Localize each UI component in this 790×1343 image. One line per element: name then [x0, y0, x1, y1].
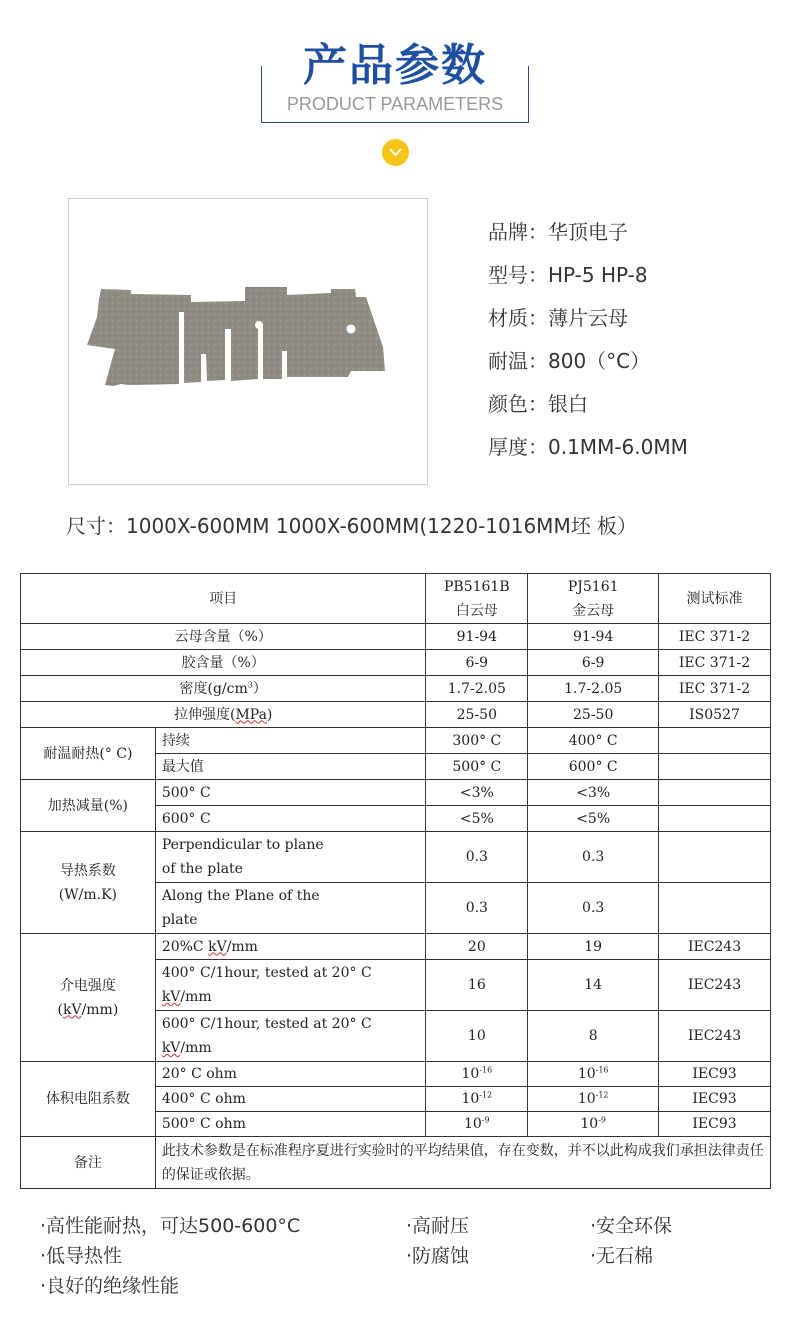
table-row: 最大值 500° C 600° C: [21, 754, 771, 780]
table-row: 400° C/1hour, tested at 20° C kV/mm 16 14 IEC243: [21, 960, 771, 1011]
parameters-table: [20, 573, 771, 1189]
spec-material: 材质：薄片云母: [488, 306, 628, 330]
chevron-down-icon: [389, 148, 402, 157]
spec-list: [488, 216, 688, 474]
table-header-row: [21, 574, 771, 624]
table-row: 600° C/1hour, tested at 20° C kV/mm 10 8 IEC243: [21, 1011, 771, 1062]
table-row: 500° C ohm $10^{-9}$ $10^{-9}$ IEC93: [21, 1112, 771, 1137]
table-row: 耐温耐热(° C) 持续 300° C 400° C: [21, 728, 771, 754]
table-row: 体积电阻系数 20° C ohm $10^{-16}$ $10^{-16}$ IEC93: [21, 1062, 771, 1087]
table-remark-row: 备注 此技术参数是在标准程序夏进行实验时的平均结果值，存在变数，并不以此构成我们承担法律责任的保证或依据。: [21, 1137, 771, 1189]
table-row: 导热系数 (W/m.K) Perpendicular to plane of the plate 0.3 0.3: [21, 832, 771, 883]
header-standard: 测试标准: [659, 574, 771, 624]
page-title: 产品参数: [303, 40, 487, 91]
spec-size: 尺寸：1000X-600MM 1000X-600MM(1220-1016MM坯 板）: [66, 514, 638, 538]
feature-item: ·安全环保: [590, 1215, 673, 1237]
header-col1: PB5161B 白云母: [426, 574, 528, 624]
table-row: 加热减量(%) 500° C <3% <3%: [21, 780, 771, 806]
table-row: 胶含量（%） 6-9 6-9 IEC 371-2: [21, 650, 771, 676]
feature-item: ·良好的绝缘性能: [40, 1275, 180, 1297]
spec-thickness: 厚度：0.1MM-6.0MM: [488, 435, 688, 459]
table-row: Along the Plane of the plate 0.3 0.3: [21, 883, 771, 934]
header-item: 项目: [21, 574, 426, 624]
feature-item: ·高性能耐热，可达500-600°C: [40, 1215, 301, 1237]
header-col2: PJ5161 金云母: [528, 574, 659, 624]
feature-item: ·无石棉: [590, 1245, 654, 1267]
scroll-down-badge: [382, 139, 409, 166]
table-row: 介电强度 (kV/mm) 20%C kV/mm 20 19 IEC243: [21, 934, 771, 960]
table-row: 密度$(g/cm^3)$ 1.7-2.05 1.7-2.05 IEC 371-2: [21, 676, 771, 702]
table-row: 拉伸强度(MPa) 25-50 25-50 IS0527: [21, 702, 771, 728]
spec-brand: 品牌：华顶电子: [488, 220, 628, 244]
spec-color: 颜色：银白: [488, 392, 588, 416]
page-subtitle: PRODUCT PARAMETERS: [286, 94, 504, 114]
spec-model: 型号：HP-5 HP-8: [488, 263, 648, 287]
table-row: 400° C ohm $10^{-12}$ $10^{-12}$ IEC93: [21, 1087, 771, 1112]
feature-item: ·低导热性: [40, 1245, 123, 1267]
feature-item: ·高耐压: [406, 1215, 470, 1237]
feature-item: ·防腐蚀: [406, 1245, 470, 1267]
mica-sheet-illustration: [69, 199, 427, 484]
table-row: 600° C <5% <5%: [21, 806, 771, 832]
spec-temperature: 耐温：800（°C）: [488, 349, 651, 373]
product-image: [68, 198, 428, 485]
table-row: 云母含量（%） 91-94 91-94 IEC 371-2: [21, 624, 771, 650]
